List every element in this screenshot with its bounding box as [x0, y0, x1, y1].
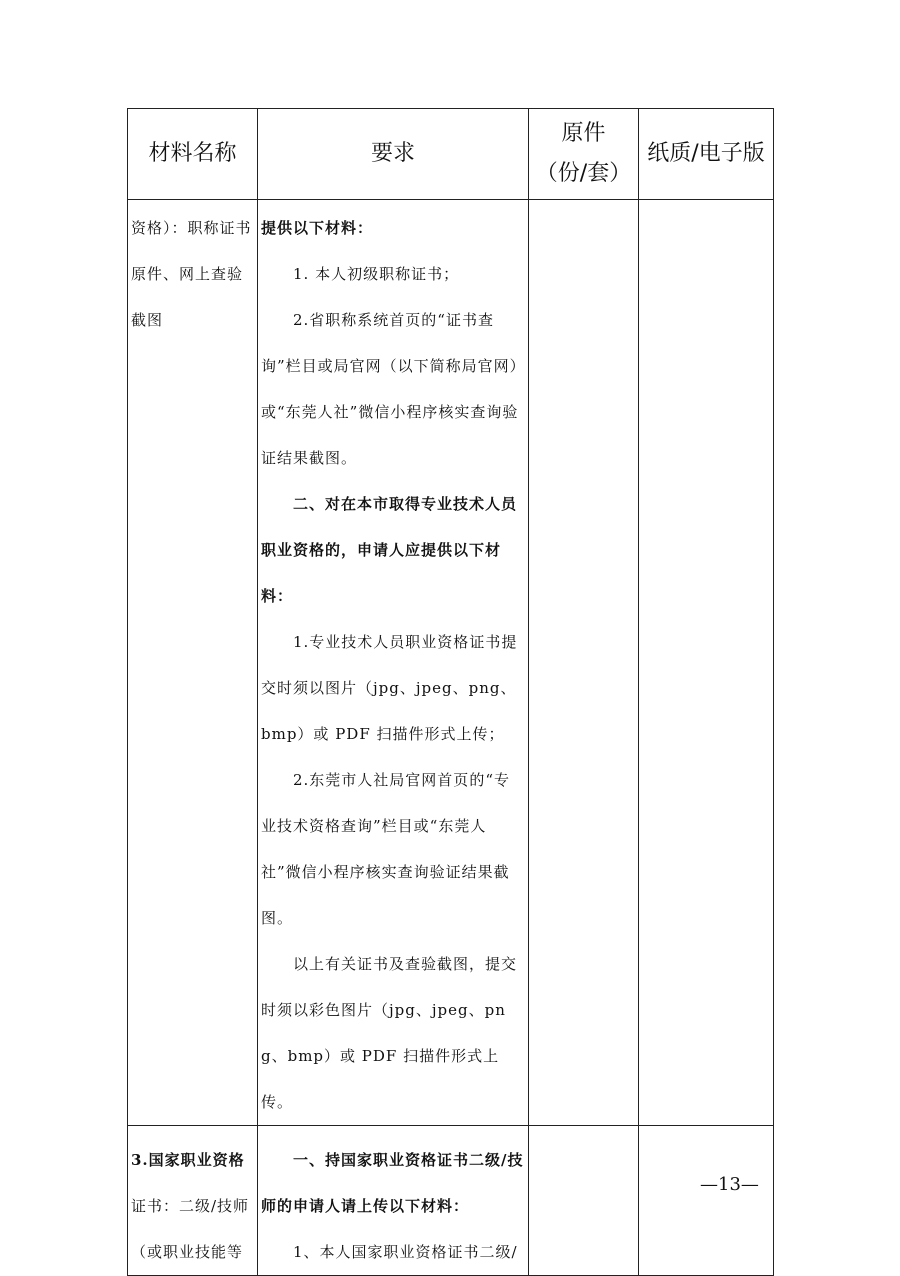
page-number: —13— — [700, 1174, 759, 1195]
req-para: 2.东莞市人社局官网首页的“专业技术资格查询”栏目或“东莞人社”微信小程序核实查询验证结果截图。 — [261, 771, 510, 927]
req-para: 1、本人国家职业资格证书二级/ — [293, 1243, 518, 1261]
row2-material-name-rest: 证书：二级/技师（或职业技能等 — [131, 1197, 250, 1261]
row1-material-name: 资格）：职称证书原件、网上查验截图 — [131, 219, 252, 329]
table-row — [128, 200, 774, 1126]
req-para: 以上有关证书及查验截图，提交时须以彩色图片（jpg、jpeg、png、bmp）或 PDF 扫描件形式上传。 — [261, 955, 518, 1111]
table-row — [128, 1126, 774, 1276]
req-para: 2.省职称系统首页的“证书查询”栏目或局官网（以下简称局官网）或“东莞人社”微信小程序核实查询验证结果截图。 — [261, 311, 519, 467]
req-para: 提供以下材料： — [261, 219, 374, 237]
header-paper-electronic: 纸质/电子版 — [639, 109, 774, 200]
header-original-line1: 原件 — [561, 121, 606, 146]
row1-paper-cell — [639, 200, 774, 1126]
req-para: 一、持国家职业资格证书二级/技师的申请人请上传以下材料： — [261, 1151, 524, 1215]
req-para: 二、对在本市取得专业技术人员职业资格的，申请人应提供以下材料： — [261, 495, 518, 605]
req-para: 1.专业技术人员职业资格证书提交时须以图片（jpg、jpeg、png、bmp）或 PDF 扫描件形式上传； — [261, 633, 518, 743]
table-header-row — [128, 109, 774, 200]
row1-material-cell — [128, 200, 258, 1126]
header-requirement: 要求 — [258, 109, 529, 200]
row1-original-cell — [529, 200, 639, 1126]
row2-requirement-cell — [258, 1126, 529, 1276]
row2-original-cell — [529, 1126, 639, 1276]
row2-material-name-bold: 3.国家职业资格 — [131, 1151, 245, 1169]
req-para: 1. 本人初级职称证书； — [293, 265, 460, 283]
header-material-name: 材料名称 — [128, 109, 258, 200]
header-original-line2: （份/套） — [535, 161, 632, 186]
row2-paper-cell — [639, 1126, 774, 1276]
row2-material-cell — [128, 1126, 258, 1276]
header-original — [529, 109, 639, 200]
materials-table — [127, 108, 774, 1276]
row1-requirement-cell — [258, 200, 529, 1126]
